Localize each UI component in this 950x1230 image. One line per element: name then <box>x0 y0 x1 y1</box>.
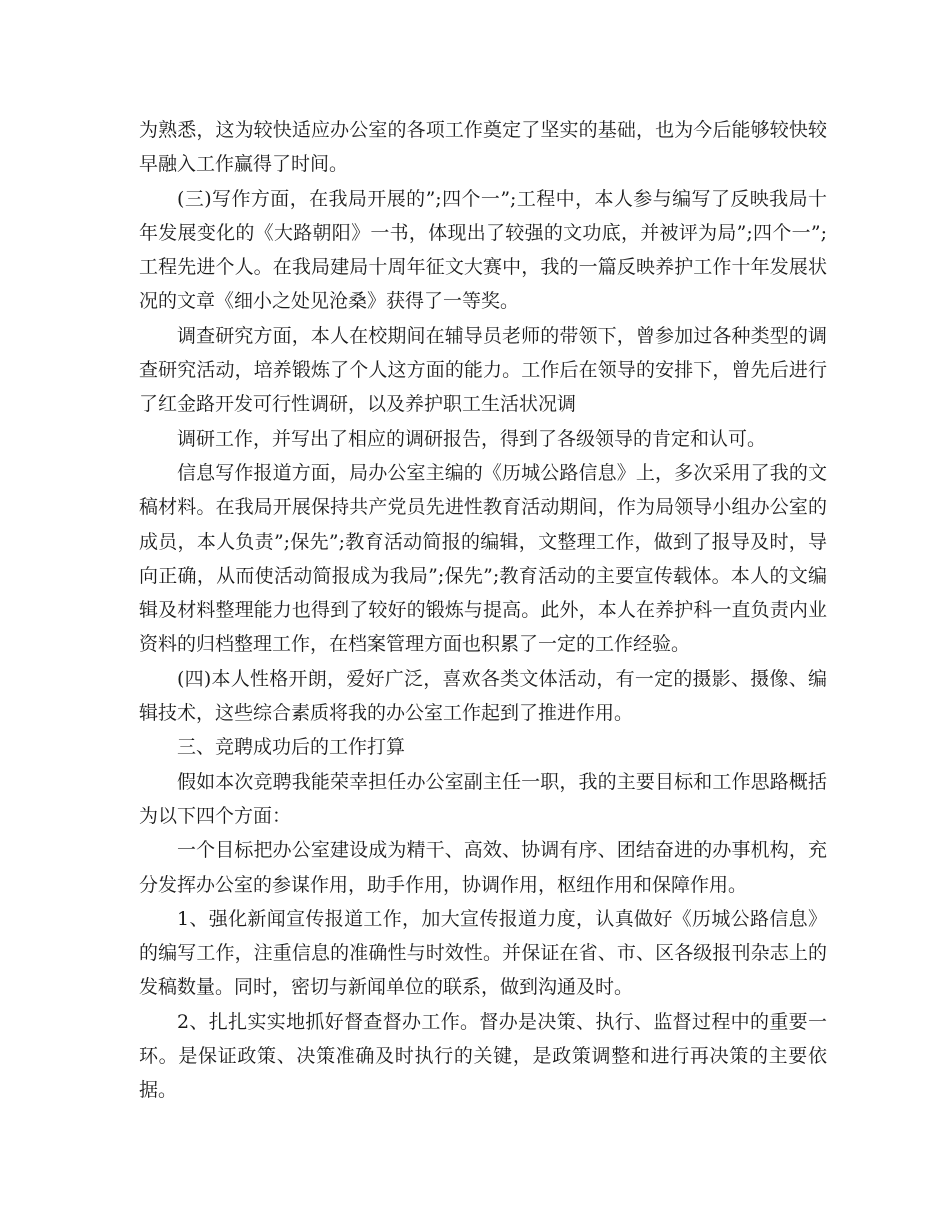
paragraph-goals-intro: 假如本次竞聘我能荣幸担任办公室副主任一职，我的主要目标和工作思路概括为以下四个方面： <box>139 770 827 827</box>
paragraph-one-goal: 一个目标把办公室建设成为精干、高效、协调有序、团结奋进的办事机构，充分发挥办公室的参谋作用，助手作用，协调作用，枢纽作用和保障作用。 <box>139 839 827 896</box>
section-heading-plans: 三、竞聘成功后的工作打算 <box>177 736 406 759</box>
paragraph-research: 调查研究方面，本人在校期间在辅导员老师的带领下，曾参加过各种类型的调查研究活动，培养锻炼了个人这方面的能力。工作后在领导的安排下，曾先后进行了红金路开发可行性调研，以及养护职工生活状况调 <box>139 324 827 416</box>
paragraph-item-2: 2、扎扎实实地抓好督查督办工作。督办是决策、执行、监督过程中的重要一环。是保证政策、决策准确及时执行的关键，是政策调整和进行再决策的主要依据。 <box>139 1010 827 1102</box>
paragraph-research-result: 调研工作，并写出了相应的调研报告，得到了各级领导的肯定和认可。 <box>177 427 767 450</box>
paragraph-writing: (三)写作方面，在我局开展的”;四个一”;工程中，本人参与编写了反映我局十年发展变化的《大路朝阳》一书，体现出了较强的文功底，并被评为局”;四个一”;工程先进个人。在我局建局十周年征文大赛中，我的一篇反映养护工作十年发展状况的文章《细小之处见沧桑》获得了一等奖。 <box>139 187 827 313</box>
document-body <box>139 113 827 1108</box>
paragraph-item-1: 1、强化新闻宣传报道工作，加大宣传报道力度，认真做好《历城公路信息》的编写工作，注重信息的准确性与时效性。并保证在省、市、区各级报刊杂志上的发稿数量。同时，密切与新闻单位的联系，做到沟通及时。 <box>139 907 827 999</box>
paragraph-continuation: 为熟悉，这为较快适应办公室的各项工作奠定了坚实的基础，也为今后能够较快较早融入工作赢得了时间。 <box>139 119 827 176</box>
paragraph-information-writing: 信息写作报道方面，局办公室主编的《历城公路信息》上，多次采用了我的文稿材料。在我局开展保持共产党员先进性教育活动期间，作为局领导小组办公室的成员，本人负责”;保先”;教育活动简报的编辑，文整理工作，做到了报导及时，导向正确，从而使活动简报成为我局”;保先”;教育活动的主要宣传载体。本人的文编辑及材料整理能力也得到了较好的锻炼与提高。此外，本人在养护科一直负责内业资料的归档整理工作，在档案管理方面也积累了一定的工作经验。 <box>139 461 827 656</box>
paragraph-personality: (四)本人性格开朗，爱好广泛，喜欢各类文体活动，有一定的摄影、摄像、编辑技术，这些综合素质将我的办公室工作起到了推进作用。 <box>139 667 827 725</box>
